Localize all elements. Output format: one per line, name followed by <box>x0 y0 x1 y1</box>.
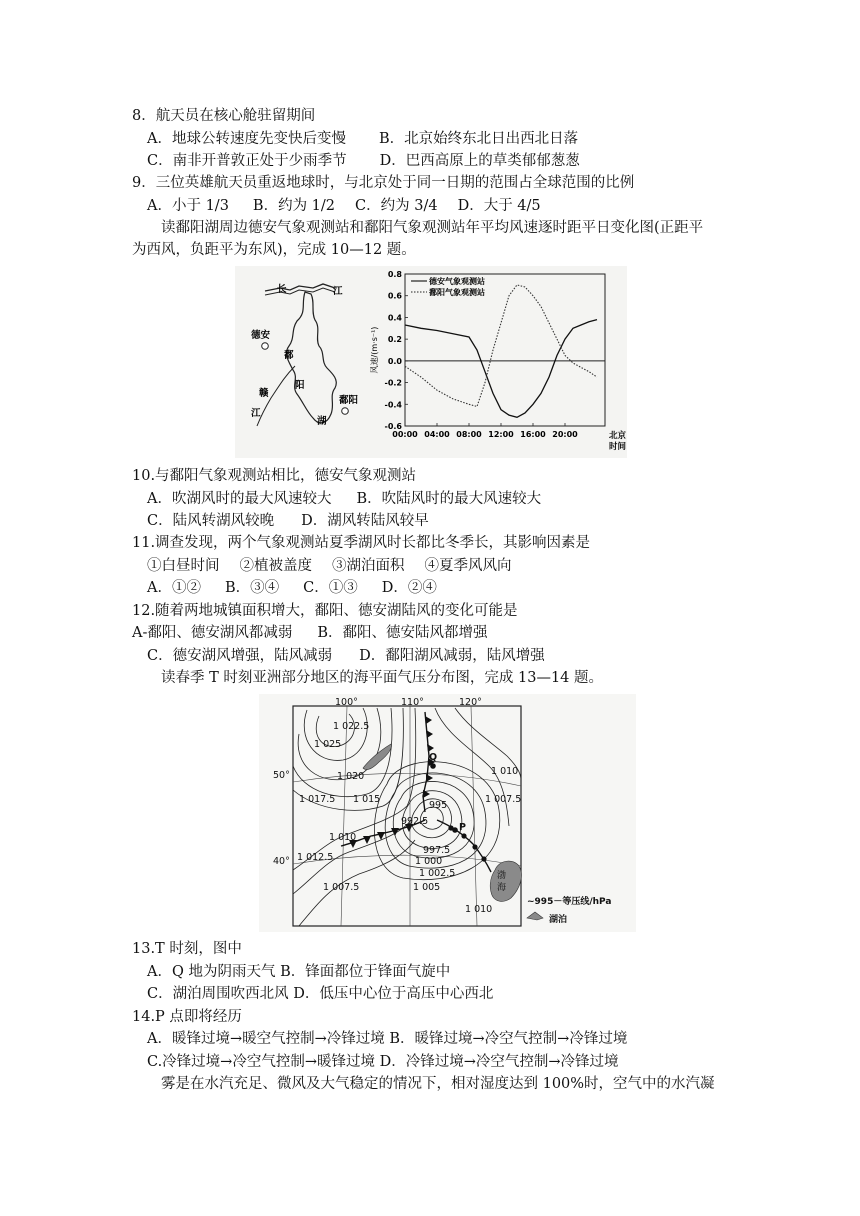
isobar-1012-5 <box>293 708 416 870</box>
chart-xlabel-beijing: 北京 <box>609 431 627 441</box>
label-lat-40: 40° <box>273 856 290 867</box>
legend-label-poyang: 鄱阳气象观测站 <box>429 288 485 297</box>
legend-label-dean: 德安气象观测站 <box>429 277 485 286</box>
chart-xtick-label: 04:00 <box>424 430 450 439</box>
label-1010-se: 1 010 <box>465 904 493 915</box>
q11-factor-3: ③湖泊面积 <box>332 558 405 574</box>
q12-stem: 12.随着两地城镇面积增大，鄱阳、德安湖陆风的变化可能是 <box>132 603 518 619</box>
q8-option-c: C．南非开普敦正处于少雨季节 <box>147 153 347 169</box>
q10-stem: 10.与鄱阳气象观测站相比，德安气象观测站 <box>132 468 417 484</box>
label-1010-ne: 1 010 <box>491 766 519 777</box>
q11-option-b: B．③④ <box>224 580 280 596</box>
label-997-5: 997.5 <box>423 845 451 856</box>
q13-stem: 13.T 时刻，图中 <box>132 941 242 957</box>
map-label-gan: 赣 <box>259 388 269 399</box>
intro-13-14: 读春季 T 时刻亚洲部分地区的海平面气压分布图，完成 13—14 题。 <box>161 670 604 686</box>
bohai-sea <box>490 861 521 901</box>
map-label-dean: 德安 <box>251 330 271 341</box>
dean-station-marker <box>262 343 269 350</box>
q8-option-b: B．北京始终东北日出西北日落 <box>378 131 579 147</box>
q8-stem: 8．航天员在核心舱驻留期间 <box>132 108 316 124</box>
chart-ytick-label: -0.4 <box>384 400 402 410</box>
point-q-marker <box>430 763 436 769</box>
q13-options-cd: C．湖泊周围吹西北风 D．低压中心位于高压中心西北 <box>147 986 494 1002</box>
label-1002-5: 1 002.5 <box>419 868 456 879</box>
poyang-map <box>250 283 359 427</box>
legend-lake-swatch <box>527 912 543 920</box>
label-bohai-2: 海 <box>497 883 507 893</box>
map-label-po: 鄱 <box>284 350 294 361</box>
q11-option-c: C．①③ <box>303 580 358 596</box>
map-label-hu: 湖 <box>317 416 327 427</box>
q10-option-b: B．吹陆风时的最大风速较大 <box>356 491 542 507</box>
label-1020: 1 020 <box>337 771 365 782</box>
label-point-q: Q <box>429 752 438 763</box>
q12-options-ab <box>132 623 488 643</box>
map-label-jiang2: 江 <box>251 408 261 419</box>
legend-lake: 湖泊 <box>549 915 568 925</box>
q9-option-d: D．大于 4/5 <box>457 198 541 214</box>
front-tri <box>427 744 434 752</box>
chart-legend <box>411 276 485 297</box>
q11-factors <box>147 556 512 576</box>
label-995: 995 <box>429 800 448 811</box>
point-p-marker <box>452 827 458 833</box>
pressure-map-svg <box>259 694 636 932</box>
q14-options-ab: A．暖锋过境→暖空气控制→冷锋过境 B．暖锋过境→冷空气控制→冷锋过境 <box>147 1031 628 1047</box>
legend-isobar: ~995－等压线/hPa <box>527 897 612 907</box>
q12-options-cd <box>147 646 545 666</box>
poyang-lake-outline <box>286 292 336 423</box>
q9-option-b: B．约为 1/2 <box>252 198 336 214</box>
label-1010-w: 1 010 <box>329 832 357 843</box>
q10-option-a: A．吹湖风时的最大风速较大 <box>147 491 332 507</box>
q10-option-d: D．湖风转陆风较早 <box>301 513 429 529</box>
label-lat-50: 50° <box>273 770 290 781</box>
chart-ytick-label: 0.8 <box>387 270 402 279</box>
front-semi <box>481 856 486 861</box>
q13-options-ab: A．Q 地为阴雨天气 B．锋面都位于锋面气旋中 <box>147 964 451 980</box>
wind-chart <box>369 270 627 452</box>
label-1007-5-e: 1 007.5 <box>485 794 522 805</box>
label-1005: 1 005 <box>413 882 441 893</box>
chart-ytick-label: 0.4 <box>387 313 402 323</box>
chart-ytick-label: 0.0 <box>387 356 402 366</box>
chart-ytick-label: -0.6 <box>384 422 402 431</box>
label-1000: 1 000 <box>415 856 443 867</box>
fog-paragraph: 雾是在水汽充足、微风及大气稳定的情况下，相对湿度达到 100%时，空气中的水汽凝 <box>161 1076 715 1092</box>
label-1015: 1 015 <box>353 794 381 805</box>
q14-stem: 14.P 点即将经历 <box>132 1009 242 1025</box>
label-1007-5-w: 1 007.5 <box>323 882 360 893</box>
q9-option-a: A．小于 1/3 <box>147 198 229 214</box>
q11-factor-4: ④夏季风风向 <box>424 558 512 574</box>
q8-options-ab <box>147 129 578 149</box>
q9-options <box>147 196 541 216</box>
chart-ytick-label: 0.6 <box>387 291 402 301</box>
isobar-1022-5 <box>304 708 370 760</box>
chart-xtick-label: 12:00 <box>488 430 514 439</box>
label-1017-5: 1 017.5 <box>299 794 336 805</box>
chart-ytick-label: -0.2 <box>384 378 402 388</box>
front-semi <box>472 844 477 849</box>
poyang-station-marker <box>342 408 349 415</box>
q9-option-c: C．约为 3/4 <box>355 198 438 214</box>
label-992-5: 992.5 <box>401 816 429 827</box>
meridian-100 <box>341 706 347 926</box>
q8-option-d: D．巴西高原上的草类郁郁葱葱 <box>379 153 580 169</box>
q11-factor-1: ①白昼时间 <box>147 558 220 574</box>
label-1025: 1 025 <box>314 739 342 750</box>
q14-options-cd: C.冷锋过境→冷空气控制→暖锋过境 D．冷锋过境→冷空气控制→冷锋过境 <box>147 1054 619 1070</box>
lake-baikal <box>363 744 391 770</box>
label-lon-100: 100° <box>335 697 358 708</box>
figure-wind-svg <box>235 266 627 458</box>
figure-wind-anomaly <box>235 266 627 458</box>
label-1012-5: 1 012.5 <box>297 852 334 863</box>
q12-option-d: D．鄱阳湖风减弱，陆风增强 <box>359 648 545 664</box>
series-line-poyang <box>405 285 597 407</box>
label-1022-5: 1 022.5 <box>333 721 370 732</box>
q11-options <box>147 578 437 598</box>
q11-option-a: A．①② <box>147 580 201 596</box>
chart-xtick-label: 08:00 <box>456 430 482 439</box>
label-bohai-1: 渤 <box>497 871 507 881</box>
intro-10-12-line2: 为西风，负距平为东风)，完成 10—12 题。 <box>132 242 416 258</box>
q10-options-ab <box>147 489 541 509</box>
map-label-jiang: 江 <box>333 286 343 297</box>
map-label-poyang: 鄱阳 <box>339 395 359 406</box>
front-tri <box>426 730 433 738</box>
q8-options-cd <box>147 151 580 171</box>
series-line-dean <box>405 320 597 418</box>
chart-xtick-label: 16:00 <box>520 430 546 439</box>
intro-10-12-line1: 读鄱阳湖周边德安气象观测站和鄱阳气象观测站年平均风速逐时距平日变化图(正距平 <box>161 220 704 236</box>
front-tri <box>426 774 433 782</box>
chart-ylabel: 风速/(m·s⁻¹) <box>370 326 379 374</box>
q11-factor-2: ②植被盖度 <box>239 558 312 574</box>
q8-option-a: A．地球公转速度先变快后变慢 <box>147 131 346 147</box>
chart-ytick-label: 0.2 <box>387 335 402 345</box>
front-tri <box>363 836 371 844</box>
q10-options-cd <box>147 511 429 531</box>
chart-xtick-label: 20:00 <box>552 430 578 439</box>
q11-stem: 11.调查发现，两个气象观测站夏季湖风时长都比冬季长，其影响因素是 <box>132 535 591 551</box>
chart-xtick-label: 00:00 <box>392 430 418 439</box>
label-lon-110: 110° <box>401 697 424 708</box>
q12-option-a: A-鄱阳、德安湖风都减弱 <box>132 625 293 641</box>
front-semi <box>461 833 466 838</box>
label-lon-120: 120° <box>459 697 482 708</box>
chart-xlabel-time: 时间 <box>609 442 627 452</box>
label-point-p: P <box>459 822 466 833</box>
map-label-yang: 阳 <box>295 380 305 391</box>
figure-pressure-map <box>259 694 636 932</box>
q12-option-b: B．鄱阳、德安陆风都增强 <box>317 625 488 641</box>
q10-option-c: C．陆风转湖风较晚 <box>147 513 275 529</box>
q12-option-c: C．德安湖风增强，陆风减弱 <box>147 648 333 664</box>
map-label-chang: 长 <box>277 284 287 295</box>
parallel-50 <box>293 773 521 786</box>
front-tri <box>425 716 432 724</box>
q11-option-d: D．②④ <box>381 580 437 596</box>
q9-stem: 9．三位英雄航天员重返地球时，与北京处于同一日期的范围占全球范围的比例 <box>132 175 635 191</box>
